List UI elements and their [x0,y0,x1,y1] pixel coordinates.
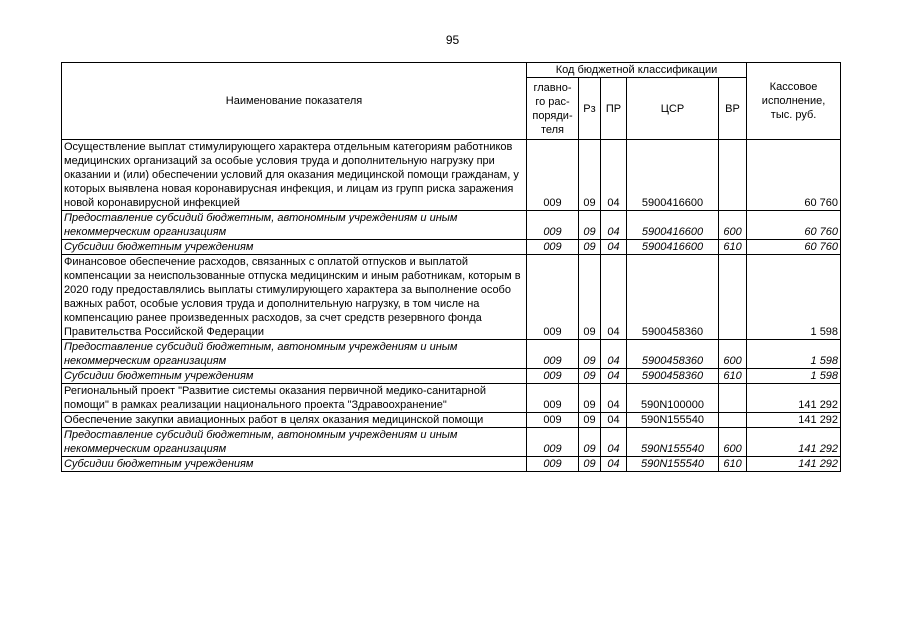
row-rz: 09 [579,240,601,255]
row-csr: 590N155540 [627,457,719,472]
row-rz: 09 [579,428,601,457]
table-row [62,340,841,369]
row-name: Субсидии бюджетным учреждениям [62,457,527,472]
row-glava: 009 [527,140,579,211]
row-pr: 04 [601,384,627,413]
row-name: Субсидии бюджетным учреждениям [62,240,527,255]
row-amount: 60 760 [747,240,841,255]
row-vr: 610 [719,457,747,472]
row-vr: 600 [719,211,747,240]
row-pr: 04 [601,457,627,472]
row-amount: 1 598 [747,340,841,369]
header-rz: Рз [579,78,601,140]
row-glava: 009 [527,240,579,255]
table-row [62,457,841,472]
page-number: 95 [445,33,460,47]
row-glava: 009 [527,384,579,413]
row-vr: 610 [719,369,747,384]
row-pr: 04 [601,211,627,240]
row-name: Региональный проект "Развитие системы оказания первичной медико-санитарной помощи" в рамках реализации национального проекта "Здравоохранение" [62,384,527,413]
row-csr: 5900416600 [627,140,719,211]
row-glava: 009 [527,428,579,457]
header-classification-group: Код бюджетной классификации [527,63,747,78]
header-glava: главно- го рас- поряди- теля [527,78,579,140]
row-rz: 09 [579,255,601,340]
row-pr: 04 [601,428,627,457]
row-amount: 141 292 [747,384,841,413]
row-csr: 5900458360 [627,255,719,340]
table-row [62,413,841,428]
header-vr: ВР [719,78,747,140]
row-rz: 09 [579,340,601,369]
row-amount: 60 760 [747,211,841,240]
row-glava: 009 [527,340,579,369]
header-name: Наименование показателя [62,63,527,140]
row-name: Обеспечение закупки авиационных работ в целях оказания медицинской помощи [62,413,527,428]
row-pr: 04 [601,340,627,369]
row-vr: 600 [719,340,747,369]
header-csr: ЦСР [627,78,719,140]
row-name: Предоставление субсидий бюджетным, автономным учреждениям и иным некоммерческим организациям [62,340,527,369]
table-row [62,240,841,255]
row-csr: 590N100000 [627,384,719,413]
row-amount: 60 760 [747,140,841,211]
row-glava: 009 [527,255,579,340]
row-vr: 600 [719,428,747,457]
row-name: Финансовое обеспечение расходов, связанных с оплатой отпусков и выплатой компенсации за неиспользованные отпуска медицинским и иным работникам, которым в 2020 году предоставлялись выплаты стимулирующего характера за выполнение особо важных работ, особые условия труда и дополнительную нагрузку, в том числе на компенсацию ранее произведенных расходов, за счет средств резервного фонда Правительства Российской Федерации [62,255,527,340]
table-row [62,384,841,413]
row-amount: 141 292 [747,413,841,428]
row-glava: 009 [527,457,579,472]
row-vr [719,255,747,340]
budget-table [61,62,841,472]
header-amount: Кассовое исполнение, тыс. руб. [747,63,841,140]
row-rz: 09 [579,369,601,384]
table-row [62,369,841,384]
row-amount: 141 292 [747,457,841,472]
header-pr: ПР [601,78,627,140]
row-vr: 610 [719,240,747,255]
row-vr [719,413,747,428]
row-pr: 04 [601,413,627,428]
row-amount: 1 598 [747,369,841,384]
row-pr: 04 [601,255,627,340]
row-name: Субсидии бюджетным учреждениям [62,369,527,384]
table-row [62,255,841,340]
row-csr: 5900458360 [627,340,719,369]
row-rz: 09 [579,384,601,413]
table-row [62,211,841,240]
row-name: Предоставление субсидий бюджетным, автономным учреждениям и иным некоммерческим организациям [62,428,527,457]
row-rz: 09 [579,140,601,211]
row-csr: 590N155540 [627,413,719,428]
row-name: Осуществление выплат стимулирующего характера отдельным категориям работников медицинских организаций за особые условия труда и дополнительную нагрузку при оказании и (или) обеспечении условий для оказания медицинской помощи гражданам, у которых выявлена новая коронавирусная инфекция, и лицам из групп риска заражения новой коронавирусной инфекцией [62,140,527,211]
row-rz: 09 [579,413,601,428]
row-rz: 09 [579,457,601,472]
row-glava: 009 [527,413,579,428]
table-row [62,140,841,211]
row-vr [719,140,747,211]
row-amount: 141 292 [747,428,841,457]
row-glava: 009 [527,369,579,384]
row-amount: 1 598 [747,255,841,340]
row-glava: 009 [527,211,579,240]
row-pr: 04 [601,140,627,211]
row-csr: 590N155540 [627,428,719,457]
row-name: Предоставление субсидий бюджетным, автономным учреждениям и иным некоммерческим организациям [62,211,527,240]
row-pr: 04 [601,240,627,255]
row-csr: 5900416600 [627,211,719,240]
table-row [62,428,841,457]
row-vr [719,384,747,413]
row-csr: 5900416600 [627,240,719,255]
row-csr: 5900458360 [627,369,719,384]
row-rz: 09 [579,211,601,240]
row-pr: 04 [601,369,627,384]
